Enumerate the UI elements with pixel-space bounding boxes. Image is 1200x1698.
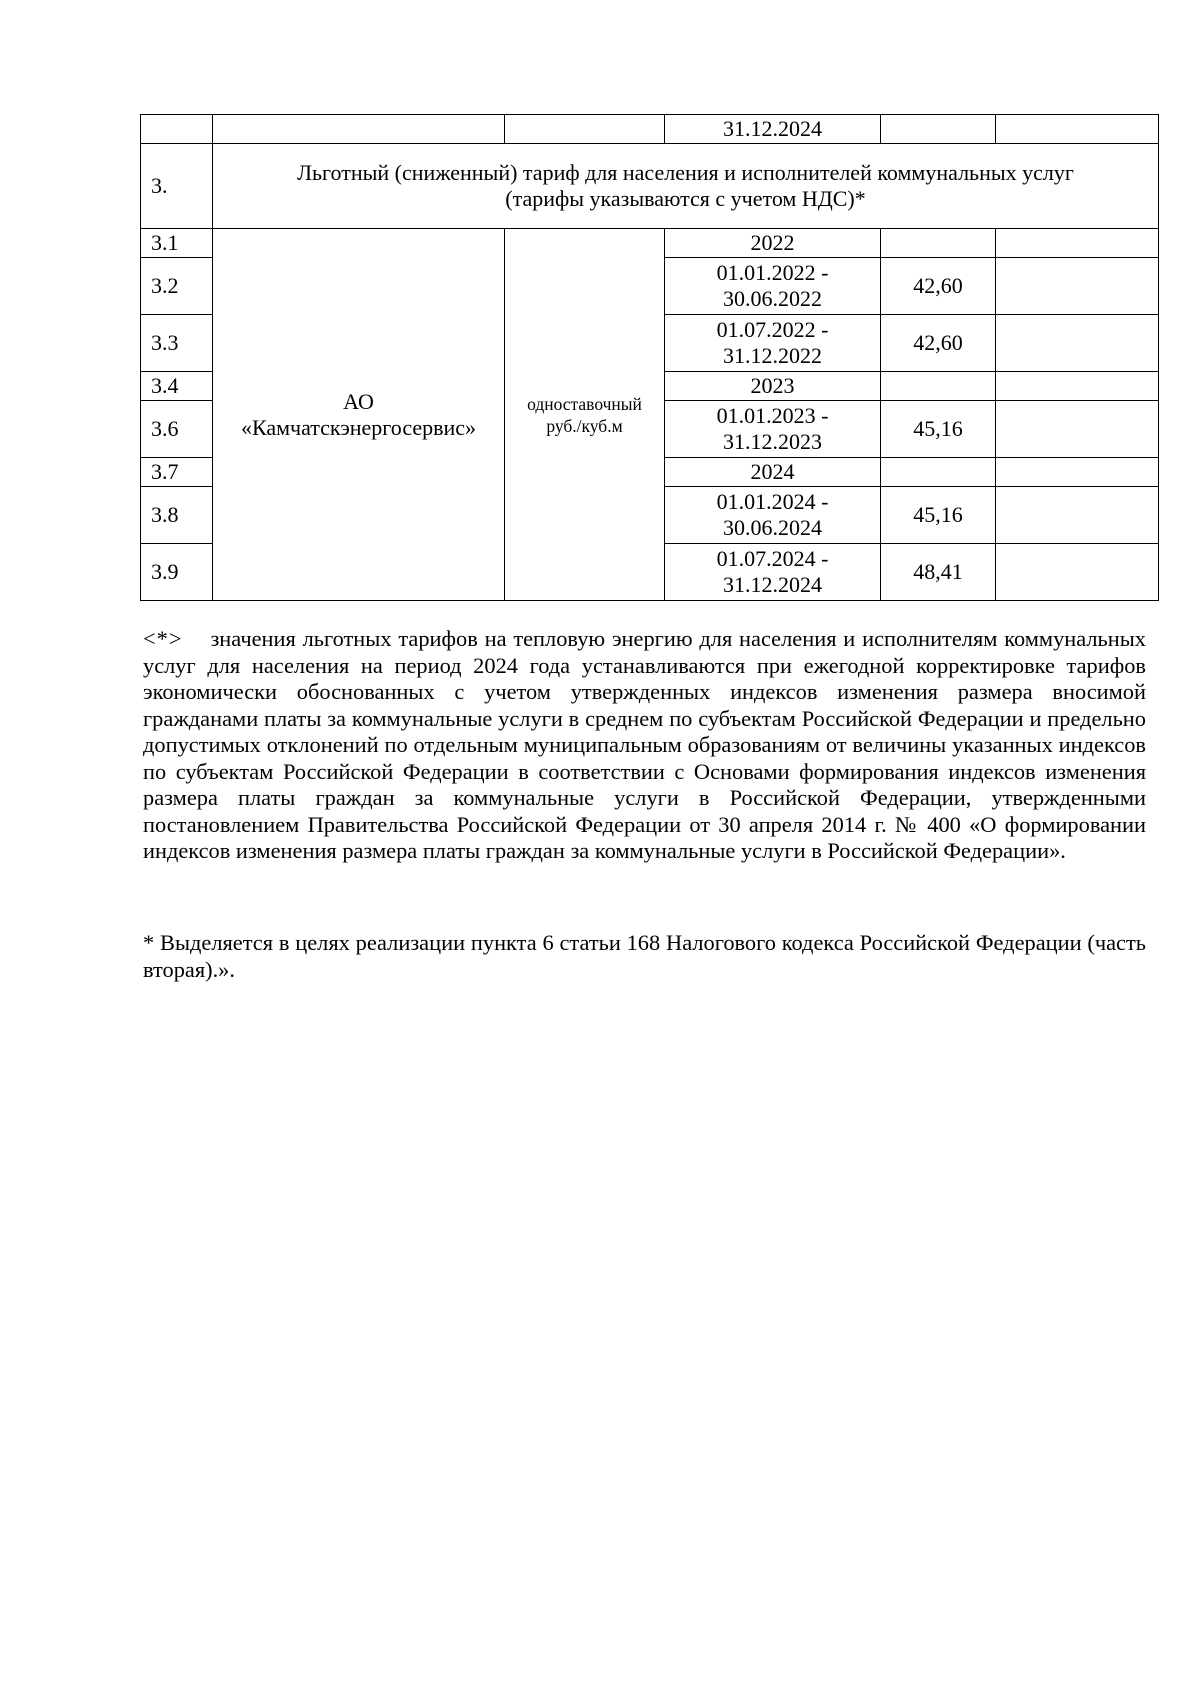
extra-cell: [996, 229, 1159, 258]
period-cell: [665, 315, 881, 372]
section-number: 3.: [141, 144, 213, 229]
period-start: 01.01.2023 -: [716, 403, 829, 428]
row-number: 3.6: [141, 401, 213, 458]
row-number-cell: [141, 115, 213, 144]
row-number: 3.4: [141, 372, 213, 401]
extra-cell: [996, 372, 1159, 401]
table-row: [141, 115, 1159, 144]
tariff-value: 45,16: [881, 487, 996, 544]
row-number: 3.3: [141, 315, 213, 372]
period-cell: [665, 258, 881, 315]
organization-line1: АО: [343, 388, 374, 414]
extra-cell: [996, 401, 1159, 458]
period-end: 30.06.2022: [723, 286, 822, 311]
unit-line2: руб./куб.м: [546, 415, 623, 436]
extra-cell: [996, 487, 1159, 544]
row-number: 3.1: [141, 229, 213, 258]
tariff-value: [881, 229, 996, 258]
tariff-value: 48,41: [881, 544, 996, 601]
section-title-line1: Льготный (сниженный) тариф для населения и исполнителей коммунальных услуг: [297, 160, 1074, 185]
organization-cell: [213, 229, 505, 601]
period-end: 30.06.2024: [723, 515, 822, 540]
organization-line2: «Камчатскэнергосервис»: [240, 414, 477, 440]
section-header-row: [141, 144, 1159, 229]
period-year: 2023: [665, 372, 881, 401]
unit-line1: одноставочный: [527, 393, 642, 414]
extra-cell: [996, 258, 1159, 315]
extra-cell: [996, 544, 1159, 601]
tariff-value: [881, 458, 996, 487]
extra-cell: [996, 115, 1159, 144]
period-end: 31.12.2022: [723, 343, 822, 368]
tariff-value: 42,60: [881, 258, 996, 315]
tariff-value: [881, 372, 996, 401]
footnote-star-explanation: [143, 626, 1146, 865]
extra-cell: [996, 458, 1159, 487]
extra-cell: [996, 315, 1159, 372]
period-cell: [665, 487, 881, 544]
footnote-text: значения льготных тарифов на тепловую энергию для населения и исполнителям коммунальных услуг для населения на период 2024 года устанавливаются при ежегодной корректировке тарифов экономически обоснованных с учетом утвержденных индексов изменения размера вносимой гражданами платы за коммунальные услуги в среднем по субъектам Российской Федерации и предельно допустимых отклонений по отдельным муниципальным образованиям от величины указанных индексов по субъектам Российской Федерации в соответствии с Основами формирования индексов изменения размера платы граждан за коммунальные услуги в Российской Федерации, утвержденными постановлением Правительства Российской Федерации от 30 апреля 2014 г. № 400 «О формировании индексов изменения размера платы граждан за коммунальные услуги в Российской Федерации».: [143, 626, 1146, 863]
period-end: 31.12.2024: [723, 572, 822, 597]
period-start: 01.07.2022 -: [716, 317, 829, 342]
period-start: 01.01.2022 -: [716, 260, 829, 285]
unit-cell: [505, 229, 665, 601]
period-start: 01.01.2024 -: [716, 489, 829, 514]
section-title: [213, 144, 1159, 229]
period-cell: [665, 544, 881, 601]
tariff-value: 42,60: [881, 315, 996, 372]
period-end: 31.12.2023: [723, 429, 822, 454]
value-cell: [881, 115, 996, 144]
row-number: 3.9: [141, 544, 213, 601]
organization-cell: [213, 115, 505, 144]
footnote-vat: * Выделяется в целях реализации пункта 6 статьи 168 Налогового кодекса Российской Федерации (часть вторая).».: [143, 930, 1146, 982]
unit-cell: [505, 115, 665, 144]
period-cell: [665, 401, 881, 458]
tariff-table: [140, 114, 1159, 601]
period-year: 2024: [665, 458, 881, 487]
section-title-line2: (тарифы указываются с учетом НДС)*: [505, 186, 866, 211]
row-number: 3.2: [141, 258, 213, 315]
tariff-value: 45,16: [881, 401, 996, 458]
row-number: 3.8: [141, 487, 213, 544]
period-year: 2022: [665, 229, 881, 258]
table-row: [141, 229, 1159, 258]
period-start: 01.07.2024 -: [716, 546, 829, 571]
footnote-marker: <*>: [143, 626, 183, 651]
period-cell: 31.12.2024: [665, 115, 881, 144]
row-number: 3.7: [141, 458, 213, 487]
